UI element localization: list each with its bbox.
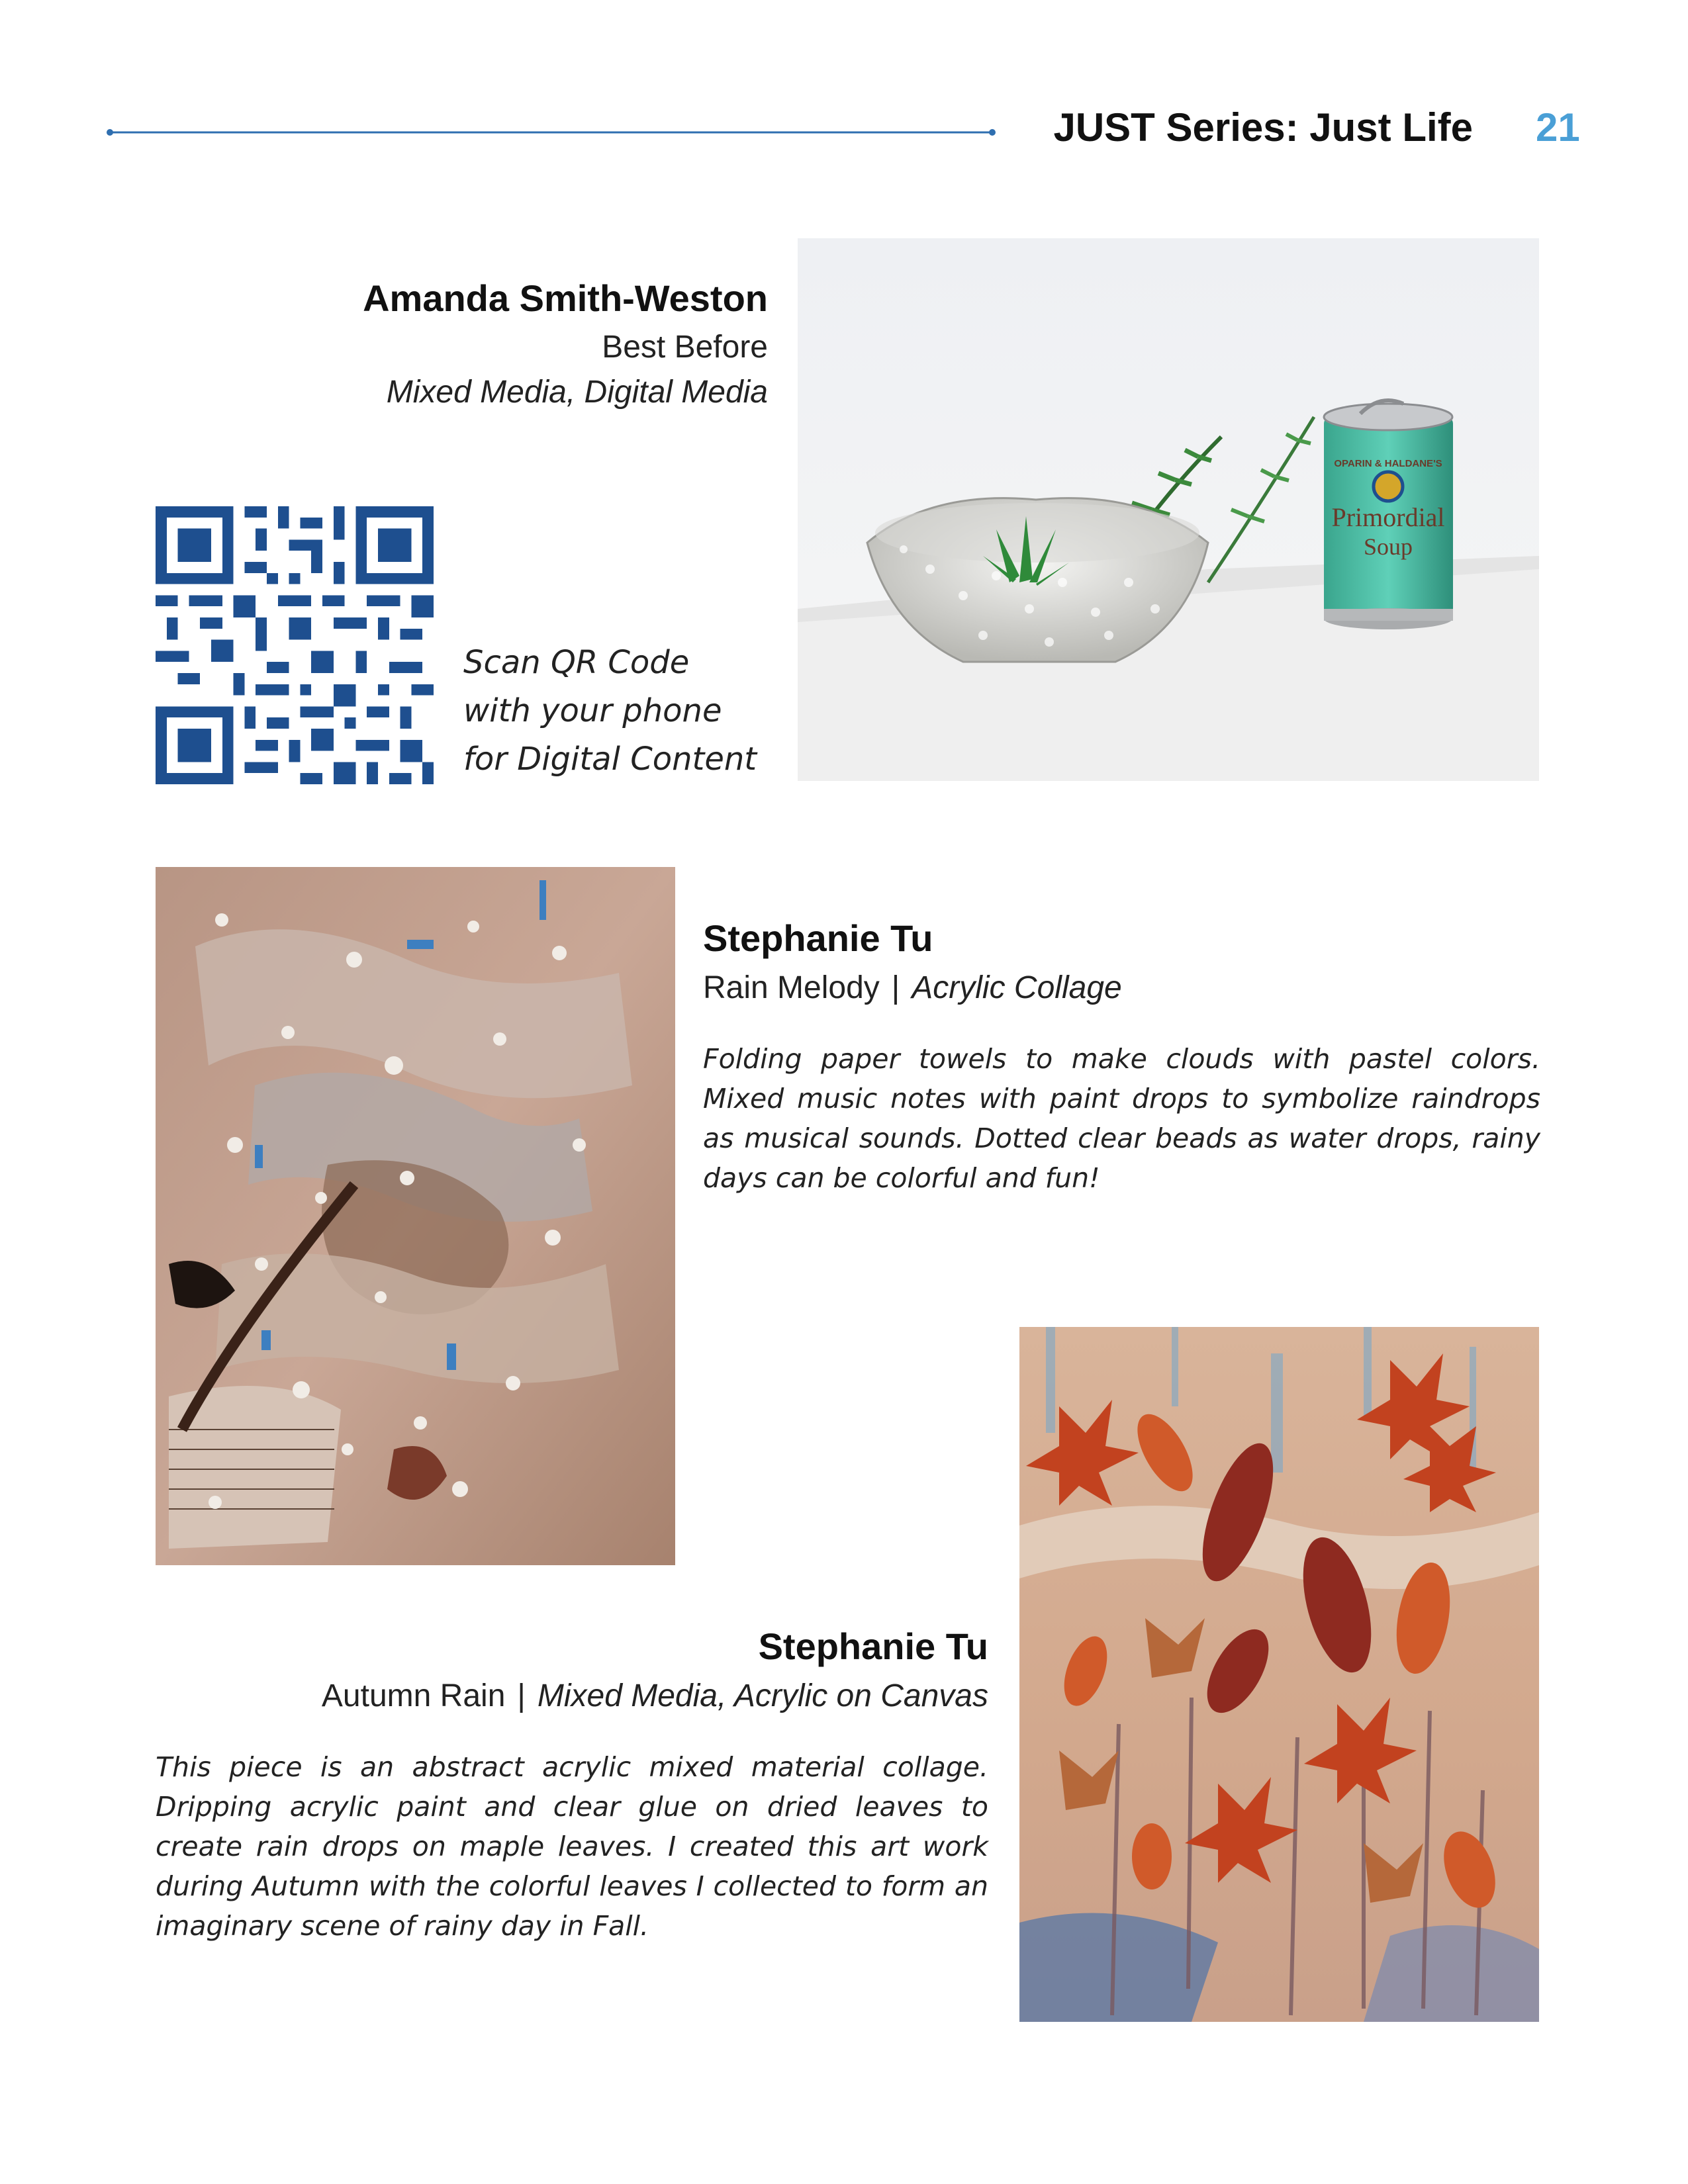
series-title: JUST Series: Just Life xyxy=(1053,105,1473,150)
artwork-title: Rain Melody xyxy=(703,970,880,1005)
can-label-name: Soup xyxy=(1363,533,1413,560)
qr-caption-line: with your phone xyxy=(463,692,722,729)
artwork-image-rain-melody xyxy=(156,867,675,1565)
qr-caption xyxy=(463,639,757,784)
qr-caption-line: Scan QR Code xyxy=(463,644,690,681)
title-separator: | xyxy=(891,970,900,1005)
artwork-photo-best-before xyxy=(798,238,1539,781)
artwork-medium: Mixed Media, Acrylic on Canvas xyxy=(537,1678,988,1713)
artwork-title-line xyxy=(156,1678,988,1714)
artwork-medium: Acrylic Collage xyxy=(912,970,1122,1005)
artwork-description: This piece is an abstract acrylic mixed material collage. Dripping acrylic paint and clear glue on dried leaves to create rain drops on maple leaves. I created this art work during Autumn with the colorful leaves I collected to form an imaginary scene of rainy day in Fall. xyxy=(156,1751,988,1942)
qr-code[interactable] xyxy=(156,506,434,784)
page-number: 21 xyxy=(1536,105,1580,150)
can-label-name: Primordial xyxy=(1331,502,1445,532)
artwork-description: Folding paper towels to make clouds with pastel colors. Mixed music notes with paint drops to symbolize raindrops as musical sounds. Dotted clear beads as water drops, rainy days can be colorful and fun! xyxy=(703,1043,1540,1194)
artist-name: Stephanie Tu xyxy=(703,917,933,959)
qr-caption-line: for Digital Content xyxy=(463,741,757,778)
artwork-title-line xyxy=(703,970,1122,1006)
artwork-image-autumn-rain xyxy=(1019,1327,1539,2022)
artist-name: Amanda Smith-Weston xyxy=(363,277,768,319)
header-rule xyxy=(106,126,996,139)
can-label-brand: OPARIN & HALDANE'S xyxy=(1334,458,1442,469)
artwork-title: Best Before xyxy=(602,330,768,365)
artist-name: Stephanie Tu xyxy=(758,1625,988,1667)
artwork-title: Autumn Rain xyxy=(321,1678,506,1713)
title-separator: | xyxy=(517,1678,526,1713)
artwork-medium: Mixed Media, Digital Media xyxy=(386,375,768,410)
